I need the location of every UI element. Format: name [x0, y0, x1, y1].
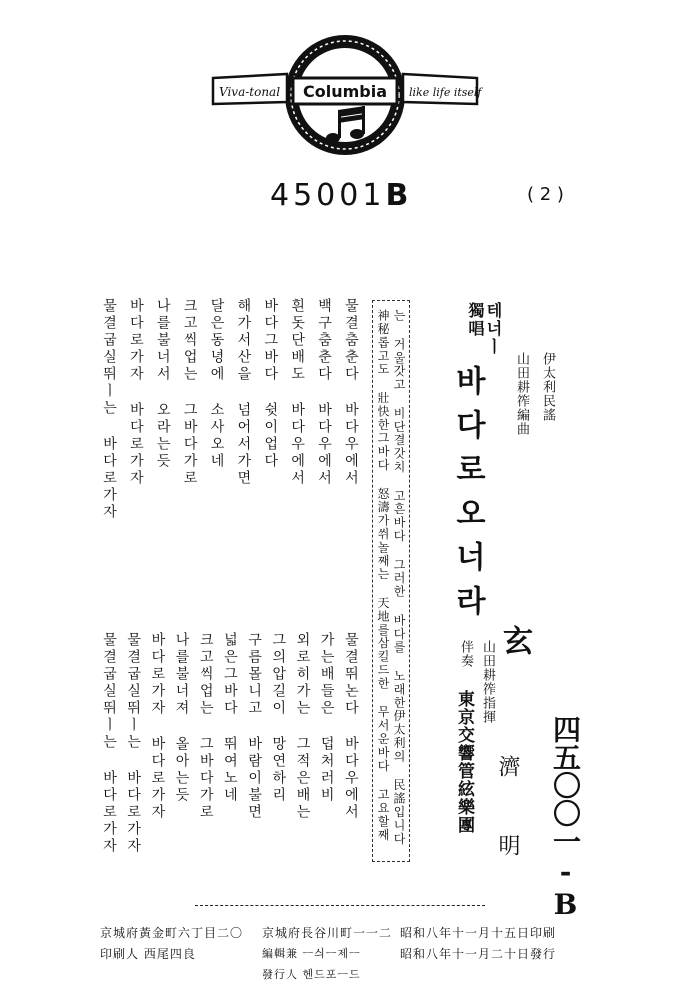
lyric-line: 크고씩업는 그바다가로 [181, 298, 198, 487]
lyric-line: 물결굽실뛰ㅣ는 바다로가자 [125, 632, 142, 855]
lyrics-verse-1 [100, 298, 360, 628]
side-catalog-number: 四五〇〇一-B [549, 715, 582, 921]
lyric-line: 그의압길이 망연하리 [270, 632, 287, 804]
voice-type: 테너ㅣ [484, 302, 503, 356]
lyric-line: 흰돗단배도 바다우에서 [289, 298, 306, 487]
printer: 印刷人 西尾四良 [100, 947, 196, 961]
description-box [372, 300, 410, 862]
lyric-line: 나를불너서 오라는듯 [154, 298, 171, 470]
lyric-line: 바다로가자 바다로가자 [127, 298, 144, 487]
lyric-line: 외로히가는 그적은배는 [294, 632, 311, 821]
printer-address: 京城府黃金町六丁目二〇 [100, 926, 244, 940]
lyric-line: 물결뛰논다 바다우에서 [342, 632, 359, 821]
logo-brand-name: Columbia [302, 82, 388, 101]
singer-given-name: 濟 明 [495, 755, 520, 872]
song-origin: 伊太利民謠 [540, 352, 555, 422]
song-title: 바다로오너라 [450, 365, 485, 629]
lyric-line: 바다그바다 쉿이업다 [262, 298, 279, 470]
lyric-line: 물결굽실뛰ㅣ는 바다로가자 [101, 632, 117, 855]
editor-address: 京城府長谷川町一一二 [262, 926, 393, 940]
editor: 編輯兼 ㅡ싀ㅡ제ㅡ [262, 947, 361, 960]
catalog-number-digits: 45001 [270, 178, 386, 213]
lyrics-verse-2 [100, 632, 360, 862]
lyric-line: 물결굽실뛰ㅣ는 바다로가자 [101, 298, 117, 521]
lyric-line: 크고씩업는 그바다가로 [197, 632, 214, 821]
logo-right-banner: like life itself [409, 86, 482, 99]
logo-left-banner: Viva-tonal [219, 85, 281, 99]
lyric-line: 백구춤춘다 바다우에서 [316, 298, 332, 487]
lyric-line: 나를불너져 올아는듯 [173, 632, 190, 804]
description-line-1: 神秘롭고도 壯快한그바다 怒濤가쒸놀째는 天地를삼킬드한 무서운바다 고요할째 [376, 309, 390, 842]
columbia-logo [205, 30, 485, 160]
publish-date: 昭和八年十一月二十日發行 [400, 947, 557, 961]
conductor: 山田耕筰指揮 [480, 640, 495, 724]
lyric-line: 바다로가자 바다로가자 [149, 632, 166, 821]
publisher: 發行人 헨드포ㅡ드 [262, 968, 361, 981]
song-arranger: 山田耕筰編曲 [514, 352, 529, 436]
lyric-line: 해가서산을 넘어서가면 [235, 298, 252, 487]
columbia-logo-graphic [205, 30, 485, 160]
solo-label: 獨唱 [466, 302, 485, 338]
lyric-line: 물결춤춘다 바다우에서 [342, 298, 359, 487]
catalog-side-letter: B [385, 178, 413, 213]
footer-divider [195, 905, 485, 906]
page-marker: ( 2 ) [527, 184, 564, 205]
lyric-line: 구름몰니고 바람이불면 [246, 632, 263, 821]
accompaniment-label: 伴奏 [458, 640, 473, 668]
lyric-line: 넓은그바다 뛰여노네 [221, 632, 238, 804]
orchestra: 東京交響管絃樂團 [454, 690, 474, 834]
singer-surname: 玄 [497, 625, 532, 655]
catalog-number [270, 178, 412, 213]
print-date: 昭和八年十一月十五日印刷 [400, 926, 557, 940]
description-line-2: 는 거울갓고 비단결갓치 고흔바다 그러한 바다를 노래한伊太利의 民謠입니다 [392, 309, 406, 846]
lyric-line: 달은동녕에 소사오네 [208, 298, 225, 470]
lyric-line: 가는배들은 덥처러비 [318, 632, 335, 804]
